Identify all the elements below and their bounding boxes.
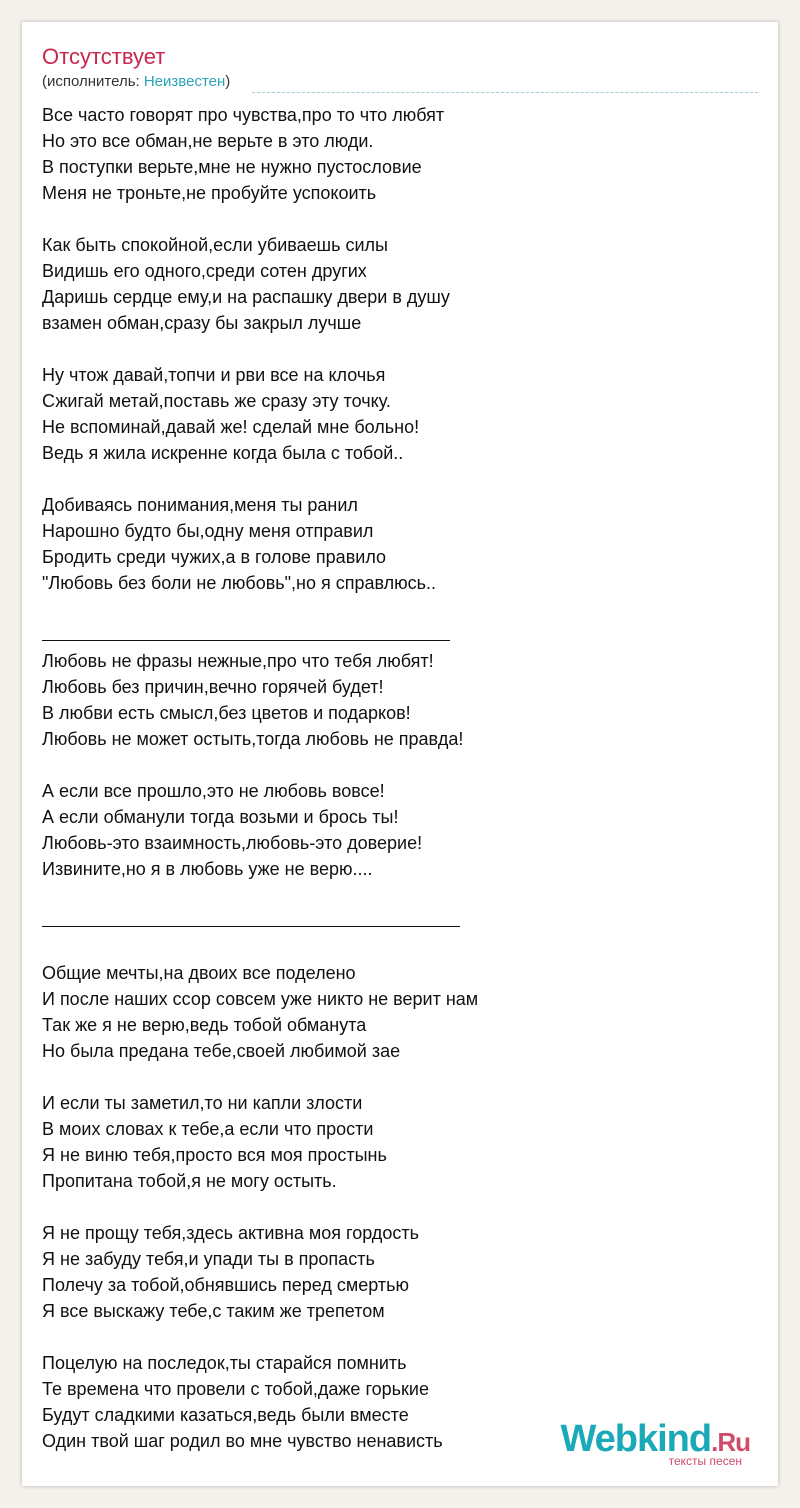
lyric-line: И после наших ссор совсем уже никто не верит нам [42, 989, 479, 1009]
lyric-line: В любви есть смысл,без цветов и подарков! [42, 703, 411, 723]
stanza-gap [42, 206, 742, 232]
lyric-line: И если ты заметил,то ни капли злости [42, 1093, 363, 1113]
lyric-line: Общие мечты,на двоих все поделено [42, 963, 356, 983]
lyric-line: В поступки верьте,мне не нужно пустословие [42, 157, 422, 177]
lyric-line: В моих словах к тебе,а если что прости [42, 1119, 374, 1139]
lyric-line: Один твой шаг родил во мне чувство ненависть [42, 1431, 443, 1451]
stanza-gap [42, 1324, 742, 1350]
header-divider [252, 92, 758, 93]
artist-line [42, 72, 230, 92]
lyric-line: Я не виню тебя,просто вся моя простынь [42, 1145, 387, 1165]
lyric-line: Любовь без причин,вечно горячей будет! [42, 677, 384, 697]
stanza-gap [42, 934, 742, 960]
lyric-line: Добиваясь понимания,меня ты ранил [42, 495, 358, 515]
lyric-line: Я не забуду тебя,и упади ты в пропасть [42, 1249, 375, 1269]
lyric-line: Но это все обман,не верьте в это люди. [42, 131, 374, 151]
stanza-gap [42, 1064, 742, 1090]
lyric-line: Извините,но я в любовь уже не верю.... [42, 859, 373, 879]
lyric-line: Бродить среди чужих,а в голове правило [42, 547, 387, 567]
lyric-line: Видишь его одного,среди сотен других [42, 261, 367, 281]
stanza-gap [42, 752, 742, 778]
lyric-line: Я не прощу тебя,здесь активна моя гордость [42, 1223, 419, 1243]
lyric-line: Нарошно будто бы,одну меня отправил [42, 521, 374, 541]
lyric-line: Любовь не может остыть,тогда любовь не правда! [42, 729, 464, 749]
lyrics-body [42, 102, 742, 1454]
lyric-line: Сжигай метай,поставь же сразу эту точку. [42, 391, 391, 411]
lyric-line: Я все выскажу тебе,с таким же трепетом [42, 1301, 385, 1321]
lyric-line: Но была предана тебе,своей любимой зае [42, 1041, 401, 1061]
lyric-line: Все часто говорят про чувства,про то что любят [42, 105, 445, 125]
lyric-line: Ну чтож давай,топчи и рви все на клочья [42, 365, 386, 385]
artist-link[interactable]: Неизвестен [143, 73, 226, 90]
lyric-line: Меня не троньте,не пробуйте успокоить [42, 183, 377, 203]
logo-brand: Webkind.Ru [560, 1418, 750, 1460]
lyric-line: "Любовь без боли не любовь",но я справлюсь.. [42, 573, 437, 593]
lyric-line: Пропитана тобой,я не могу остыть. [42, 1171, 337, 1191]
song-title: Отсутствует [42, 44, 166, 69]
logo-tld: .Ru [711, 1427, 750, 1457]
lyric-line: Любовь не фразы нежные,про что тебя любят! [42, 651, 434, 671]
lyrics-card [22, 22, 778, 1486]
stanza-gap [42, 1194, 742, 1220]
separator-rule [42, 622, 742, 648]
stanza-gap [42, 596, 742, 622]
lyric-line: Так же я не верю,ведь тобой обманута [42, 1015, 367, 1035]
stanza-gap [42, 466, 742, 492]
artist-prefix: (исполнитель: [42, 73, 144, 90]
lyric-line: Как быть спокойной,если убиваешь силы [42, 235, 388, 255]
stanza-gap [42, 336, 742, 362]
lyric-line: Те времена что провели с тобой,даже горькие [42, 1379, 429, 1399]
lyric-line: Не вспоминай,давай же! сделай мне больно! [42, 417, 420, 437]
stanza-gap [42, 882, 742, 908]
webkind-logo[interactable] [560, 1418, 750, 1468]
logo-tagline: тексты песен [668, 1454, 742, 1468]
artist-suffix: ) [225, 73, 231, 90]
lyric-line: Даришь сердце ему,и на распашку двери в душу [42, 287, 450, 307]
lyric-line: взамен обман,сразу бы закрыл лучше [42, 313, 362, 333]
lyric-line: А если все прошло,это не любовь вовсе! [42, 781, 385, 801]
lyric-line: Любовь-это взаимность,любовь-это доверие! [42, 833, 423, 853]
lyric-line: Полечу за тобой,обнявшись перед смертью [42, 1275, 409, 1295]
lyric-line: Будут сладкими казаться,ведь были вместе [42, 1405, 409, 1425]
separator-rule [42, 908, 742, 934]
lyric-line: Ведь я жила искренне когда была с тобой.. [42, 443, 404, 463]
lyric-line: А если обманули тогда возьми и брось ты! [42, 807, 399, 827]
lyric-line: Поцелую на последок,ты старайся помнить [42, 1353, 407, 1373]
